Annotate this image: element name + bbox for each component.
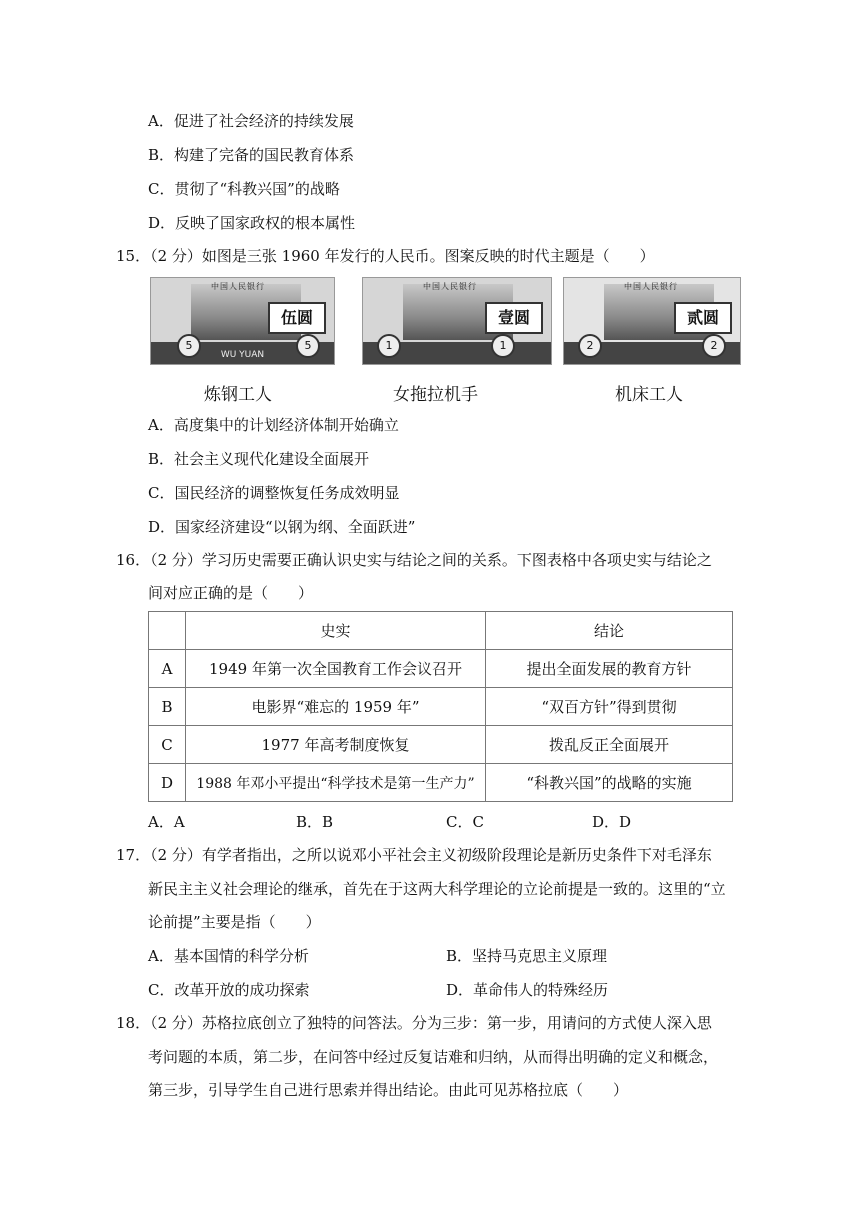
- q15-option-d: D．国家经济建设“以钢为纲、全面跃进”: [148, 518, 416, 536]
- table-cell: 拨乱反正全面展开: [486, 726, 733, 764]
- q17-option-b: B．坚持马克思主义原理: [446, 947, 608, 965]
- q14-option-d: D．反映了国家政权的根本属性: [148, 214, 356, 232]
- numeral-right: 2: [702, 334, 726, 358]
- q15-option-a: A．高度集中的计划经济体制开始确立: [148, 416, 399, 434]
- q15-option-b: B．社会主义现代化建设全面展开: [148, 450, 370, 468]
- table-cell: “科教兴国”的战略的实施: [486, 764, 733, 802]
- banknote-two-yuan: [563, 277, 741, 365]
- table-row: [149, 650, 733, 688]
- q14-option-c: C．贯彻了“科教兴国”的战略: [148, 180, 340, 198]
- table-cell: 1988 年邓小平提出“科学技术是第一生产力”: [186, 764, 486, 802]
- bank-name: 中国人民银行: [211, 282, 265, 291]
- table-row: [149, 726, 733, 764]
- q17-stem-line2: 新民主主义社会理论的继承，首先在于这两大科学理论的立论前提是一致的。这里的“立: [148, 880, 726, 898]
- table-cell: A: [149, 650, 186, 688]
- q16-option-a: A．A: [148, 813, 185, 831]
- table-cell: 提出全面发展的教育方针: [486, 650, 733, 688]
- fact-conclusion-table: [148, 611, 733, 802]
- table-header-cell: 史实: [186, 612, 486, 650]
- q18-stem-line1: 18．（2 分）苏格拉底创立了独特的问答法。分为三步：第一步，用请问的方式使人深入思: [116, 1014, 712, 1032]
- table-header-cell: [149, 612, 186, 650]
- table-cell: 1949 年第一次全国教育工作会议召开: [186, 650, 486, 688]
- q15-option-c: C．国民经济的调整恢复任务成效明显: [148, 484, 400, 502]
- table-cell: D: [149, 764, 186, 802]
- q16-option-b: B．B: [296, 813, 334, 831]
- table-cell: 1977 年高考制度恢复: [186, 726, 486, 764]
- table-cell: “双百方针”得到贯彻: [486, 688, 733, 726]
- numeral-left: 2: [578, 334, 602, 358]
- banknote-one-yuan: [362, 277, 552, 365]
- q14-option-a: A．促进了社会经济的持续发展: [148, 112, 354, 130]
- table-header-cell: 结论: [486, 612, 733, 650]
- bank-name: 中国人民银行: [624, 282, 678, 291]
- table-row: [149, 764, 733, 802]
- table-cell: C: [149, 726, 186, 764]
- q16-stem-line1: 16．（2 分）学习历史需要正确认识史实与结论之间的关系。下图表格中各项史实与结论之: [116, 551, 712, 569]
- q17-stem-line1: 17．（2 分）有学者指出，之所以说邓小平社会主义初级阶段理论是新历史条件下对毛泽东: [116, 846, 712, 864]
- banknote-five-yuan: [150, 277, 335, 365]
- q17-option-a: A．基本国情的科学分析: [148, 947, 309, 965]
- numeral-right: 5: [296, 334, 320, 358]
- q14-option-b: B．构建了完备的国民教育体系: [148, 146, 355, 164]
- q16-stem-line2: 间对应正确的是（ ）: [148, 584, 314, 602]
- q17-option-d: D．革命伟人的特殊经历: [446, 981, 609, 999]
- q16-option-d: D．D: [592, 813, 632, 831]
- bank-name: 中国人民银行: [423, 282, 477, 291]
- q15-stem: 15．（2 分）如图是三张 1960 年发行的人民币。图案反映的时代主题是（ ）: [116, 247, 655, 265]
- table-row: [149, 688, 733, 726]
- table-cell: 电影界“难忘的 1959 年”: [186, 688, 486, 726]
- table-cell: B: [149, 688, 186, 726]
- denomination-label: 壹圆: [485, 302, 543, 334]
- q17-option-c: C．改革开放的成功探索: [148, 981, 310, 999]
- numeral-left: 5: [177, 334, 201, 358]
- q18-stem-line2: 考问题的本质，第二步，在问答中经过反复诘难和归纳，从而得出明确的定义和概念，: [148, 1048, 719, 1066]
- caption-steelworker: 炼钢工人: [204, 385, 272, 405]
- caption-tractor-driver: 女拖拉机手: [393, 385, 478, 405]
- caption-lathe-worker: 机床工人: [615, 385, 683, 405]
- numeral-right: 1: [491, 334, 515, 358]
- table-header-row: [149, 612, 733, 650]
- denomination-label: 贰圆: [674, 302, 732, 334]
- latin-denomination: WU YUAN: [220, 350, 265, 360]
- q16-option-c: C．C: [446, 813, 484, 831]
- q18-stem-line3: 第三步，引导学生自己进行思索并得出结论。由此可见苏格拉底（ ）: [148, 1081, 629, 1099]
- numeral-left: 1: [377, 334, 401, 358]
- q17-stem-line3: 论前提”主要是指（ ）: [148, 913, 321, 931]
- denomination-label: 伍圆: [268, 302, 326, 334]
